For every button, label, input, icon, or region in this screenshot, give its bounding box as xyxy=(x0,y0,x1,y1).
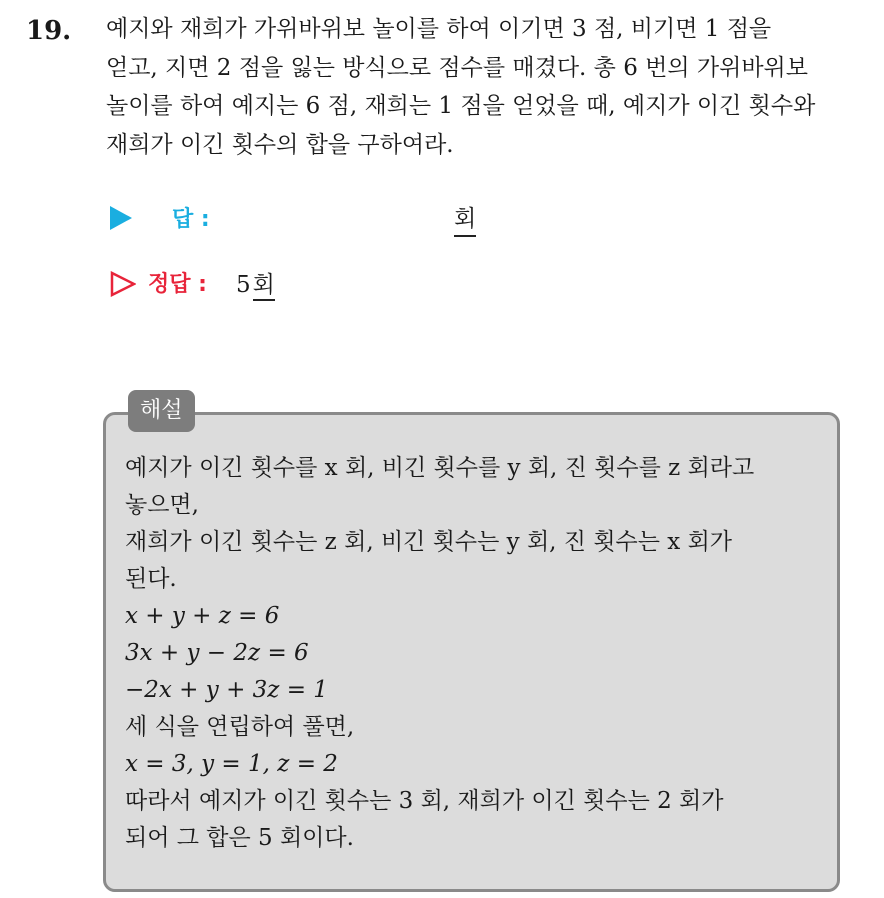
correct-answer-value xyxy=(236,266,275,299)
solution-line: 예지가 이긴 횟수를 x 회, 비긴 횟수를 y 회, 진 횟수를 z 회라고 xyxy=(125,455,755,481)
problem-line: 예지와 재희가 가위바위보 놀이를 하여 이기면 3 점, 비기면 1 점을 xyxy=(106,16,772,42)
correct-answer-unit: 회 xyxy=(253,272,275,301)
problem-text xyxy=(106,10,881,164)
problem-number: 19. xyxy=(26,16,72,46)
answer-label: 답 : xyxy=(172,207,210,232)
solution-line: 된다. xyxy=(125,566,177,592)
solution-line: 놓으면, xyxy=(125,492,199,518)
solution-line: 되어 그 합은 5 회이다. xyxy=(125,825,354,851)
solution-line: 세 식을 연립하여 풀면, xyxy=(125,714,355,740)
solution-equation: −2x + y + 3z = 1 xyxy=(125,677,328,703)
solution-text xyxy=(125,450,835,857)
problem-line: 놀이를 하여 예지는 6 점, 재희는 1 점을 얻었을 때, 예지가 이긴 횟수와 xyxy=(106,93,816,119)
solution-result: x = 3, y = 1, z = 2 xyxy=(125,751,338,777)
solution-equation: x + y + z = 6 xyxy=(125,603,280,629)
correct-answer-number: 5 xyxy=(236,272,251,298)
solution-line: 따라서 예지가 이긴 횟수는 3 회, 재희가 이긴 횟수는 2 회가 xyxy=(125,788,724,814)
correct-answer-label: 정답 : xyxy=(148,272,207,297)
solution-tag: 해설 xyxy=(128,390,195,432)
solution-equation: 3x + y − 2z = 6 xyxy=(125,640,309,666)
answer-unit[interactable]: 회 xyxy=(454,200,476,237)
answer-row xyxy=(110,200,510,236)
problem-line: 재희가 이긴 횟수의 합을 구하여라. xyxy=(106,131,454,158)
outline-triangle-icon xyxy=(110,271,136,297)
problem-line: 얻고, 지면 2 점을 잃는 방식으로 점수를 매겼다. 총 6 번의 가위바위보 xyxy=(106,54,808,81)
solution-line: 재희가 이긴 횟수는 z 회, 비긴 횟수는 y 회, 진 횟수는 x 회가 xyxy=(125,529,733,555)
play-triangle-icon xyxy=(110,206,132,230)
correct-answer-row xyxy=(110,264,510,300)
